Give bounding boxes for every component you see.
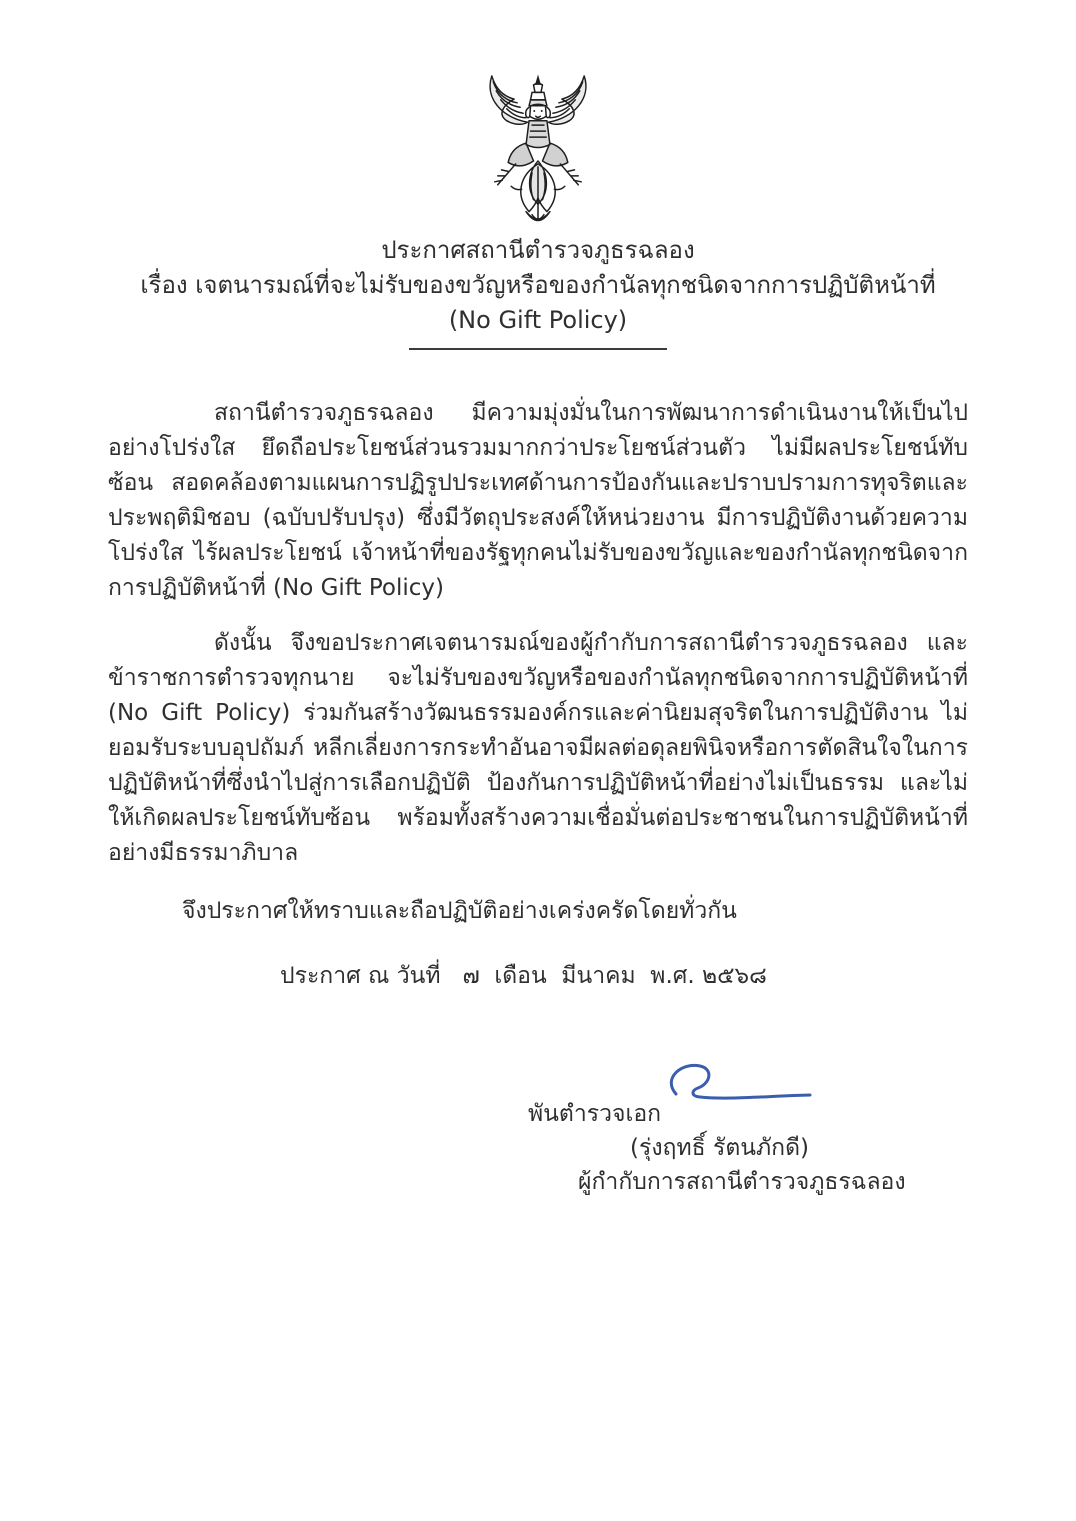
- signature-handwriting: [648, 1058, 818, 1113]
- signer-rank: พันตำรวจเอก: [528, 1101, 662, 1127]
- policy-name-english: (No Gift Policy): [448, 306, 628, 334]
- closing-statement: จึงประกาศให้ทราบและถือปฏิบัติอย่างเคร่งครัดโดยทั่วกัน: [182, 898, 737, 924]
- signature-stroke: [671, 1065, 810, 1098]
- signer-position: ผู้กำกับการสถานีตำรวจภูธรฉลอง: [578, 1169, 906, 1195]
- announcement-date: ประกาศ ณ วันที่ ๗ เดือน มีนาคม พ.ศ. ๒๕๖๘: [280, 963, 767, 989]
- paragraph-commitment: สถานีตำรวจภูธรฉลอง มีความมุ่งมั่นในการพัฒนาการดำเนินงานให้เป็นไปอย่างโปร่งใส ยึดถือประโยชน์ส่วนรวมมากกว่าประโยชน์ส่วนตัว ไม่มีผลประโยชน์ทับซ้อน สอดคล้องตามแผนการปฏิรูปประเทศด้านการป้องกันและปราบปรามการทุจริตและประพฤติมิชอบ (ฉบับปรับปรุง) ซึ่งมีวัตถุประสงค์ให้หน่วยงาน มีการปฏิบัติงานด้วยความโปร่งใส ไร้ผลประโยชน์ เจ้าหน้าที่ของรัฐทุกคนไม่รับของขวัญและของกำนัลทุกชนิดจากการปฏิบัติหน้าที่ (No Gift Policy): [108, 400, 968, 601]
- announcement-subject: เรื่อง เจตนารมณ์ที่จะไม่รับของขวัญหรือของกำนัลทุกชนิดจากการปฏิบัติหน้าที่: [140, 271, 936, 299]
- signer-name: (รุ่งฤทธิ์ รัตนภักดี): [630, 1135, 810, 1161]
- title-divider: [409, 348, 667, 350]
- announcement-title: ประกาศสถานีตำรวจภูธรฉลอง: [381, 236, 695, 264]
- document-content: [108, 0, 968, 1224]
- signature-block: [108, 1054, 968, 1224]
- paragraph-declaration: ดังนั้น จึงขอประกาศเจตนารมณ์ของผู้กำกับการสถานีตำรวจภูธรฉลอง และข้าราชการตำรวจทุกนาย จะไม่รับของขวัญหรือของกำนัลทุกชนิดจากการปฏิบัติหน้าที่ (No Gift Policy) ร่วมกันสร้างวัฒนธรรมองค์กรและค่านิยมสุจริตในการปฏิบัติงาน ไม่ยอมรับระบบอุปถัมภ์ หลีกเลี่ยงการกระทำอันอาจมีผลต่อดุลยพินิจหรือการตัดสินใจในการปฏิบัติหน้าที่ซึ่งนำไปสู่การเลือกปฏิบัติ ป้องกันการปฏิบัติหน้าที่อย่างไม่เป็นธรรม และไม่ให้เกิดผลประโยชน์ทับซ้อน พร้อมทั้งสร้างความเชื่อมั่นต่อประชาชนในการปฏิบัติหน้าที่อย่างมีธรรมาภิบาล: [108, 630, 968, 866]
- garuda-emblem-icon: [108, 73, 968, 231]
